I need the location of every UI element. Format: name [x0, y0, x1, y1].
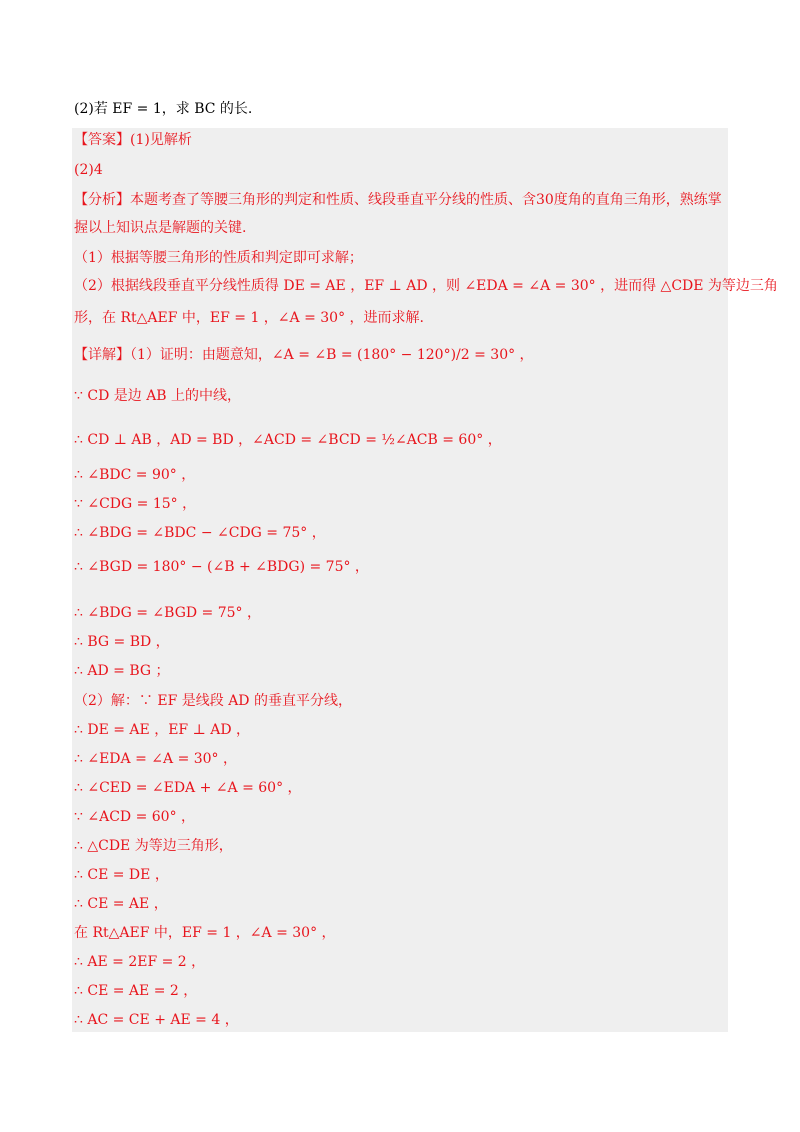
detail-line-8: ∴ ∠BDG = ∠BGD = 75° ， [74, 605, 261, 621]
analysis-line-1: 【分析】本题考查了等腰三角形的判定和性质、线段垂直平分线的性质、含30度角的直角三角形，熟练掌 [74, 192, 722, 208]
detail-line-3: ∴ CD ⊥ AB ，AD = BD ，∠ACD = ∠BCD = ½∠ACB = 60° ， [74, 432, 502, 448]
detail-line-17: ∴ CE = DE ， [74, 867, 169, 883]
analysis-line-2: 握以上知识点是解题的关键. [74, 220, 247, 236]
detail-line-19: 在 Rt△AEF 中，EF = 1 ，∠A = 30° ， [74, 925, 336, 941]
detail-line-6: ∴ ∠BDG = ∠BDC − ∠CDG = 75° ， [74, 525, 326, 541]
detail-line-11: （2）解：∵ EF 是线段 AD 的垂直平分线， [74, 693, 352, 709]
question-part2: (2)若 EF = 1，求 BC 的长. [74, 101, 253, 117]
detail-line-2: ∵ CD 是边 AB 上的中线， [74, 388, 242, 404]
detail-line-16: ∴ △CDE 为等边三角形， [74, 838, 233, 854]
detail-line-9: ∴ BG = BD ， [74, 634, 170, 650]
detail-line-22: ∴ AC = CE + AE = 4 ， [74, 1012, 239, 1028]
detail-line-5: ∵ ∠CDG = 15° ， [74, 496, 197, 512]
detail-line-7: ∴ ∠BGD = 180° − (∠B + ∠BDG) = 75° ， [74, 559, 369, 575]
detail-line-18: ∴ CE = AE ， [74, 896, 168, 912]
detail-line-12: ∴ DE = AE ，EF ⊥ AD ， [74, 722, 250, 738]
analysis-line-5: 形，在 Rt△AEF 中，EF = 1 ，∠A = 30° ，进而求解. [74, 310, 424, 326]
analysis-line-4: （2）根据线段垂直平分线性质得 DE = AE ，EF ⊥ AD ，则 ∠EDA = ∠A = 30° ，进而得 △CDE 为等边三角 [74, 278, 778, 294]
detail-line-15: ∵ ∠ACD = 60° ， [74, 809, 196, 825]
detail-line-1: 【详解】（1）证明：由题意知，∠A = ∠B = (180° − 120°)/2 = 30° ， [74, 347, 534, 363]
detail-line-4: ∴ ∠BDC = 90° ， [74, 467, 196, 483]
detail-line-21: ∴ CE = AE = 2 ， [74, 983, 198, 999]
detail-line-14: ∴ ∠CED = ∠EDA + ∠A = 60° ， [74, 780, 302, 796]
answer-part2: (2)4 [74, 162, 103, 178]
detail-line-10: ∴ AD = BG ； [74, 663, 170, 679]
answer-label: 【答案】(1)见解析 [74, 132, 192, 148]
detail-line-13: ∴ ∠EDA = ∠A = 30° ， [74, 751, 238, 767]
detail-line-20: ∴ AE = 2EF = 2 ， [74, 954, 206, 970]
analysis-line-3: （1）根据等腰三角形的性质和判定即可求解； [74, 250, 363, 266]
